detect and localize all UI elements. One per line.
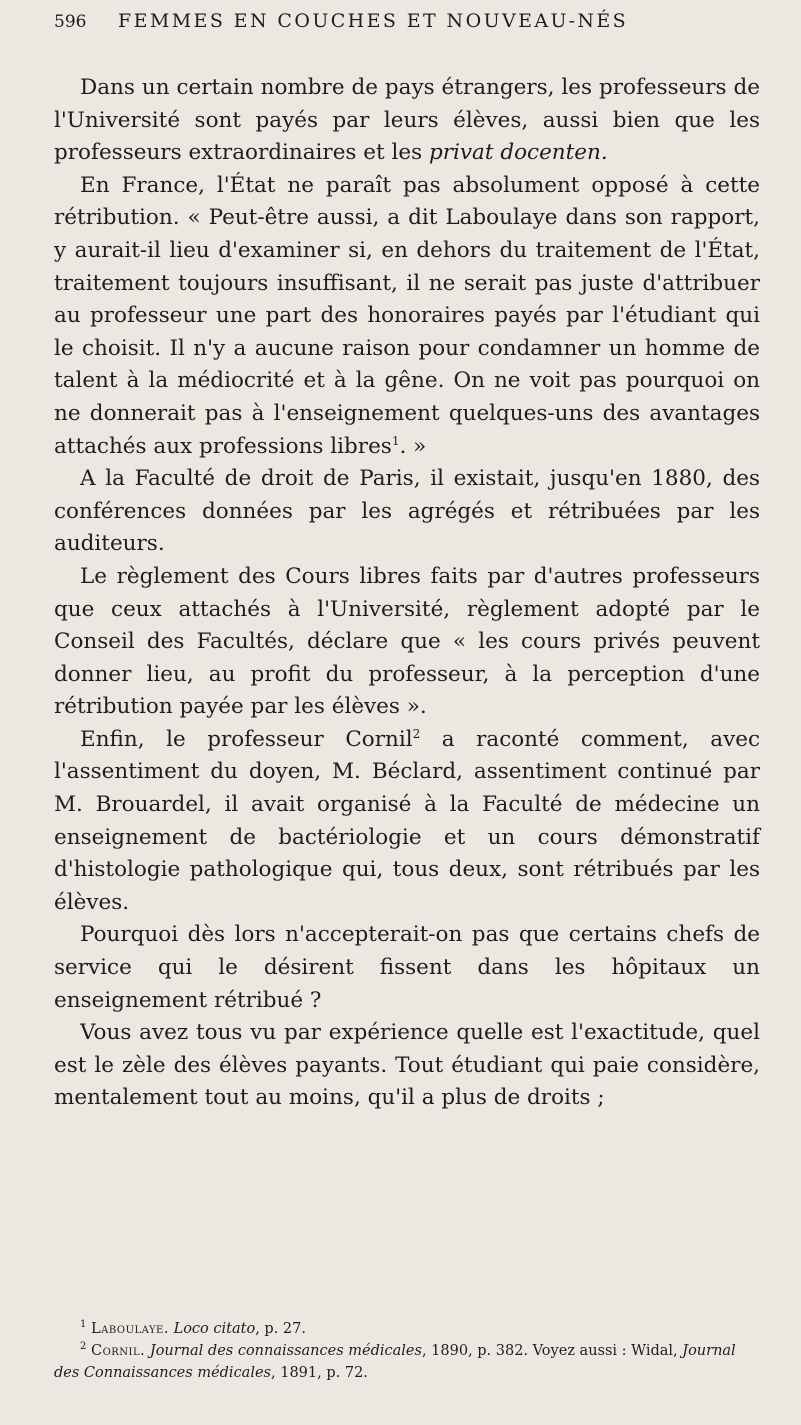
- paragraph-hospitals: [54, 919, 760, 1017]
- paragraph-france-state: [54, 170, 760, 463]
- italic-term: privat docenten.: [428, 140, 608, 166]
- paragraph-text: En France, l'État ne paraît pas absolument opposé à cette rétribution. « Peut-être aussi, a dit Laboulaye dans son rapport, y aurait-il lieu d'examiner si, en dehors du traitement de l'État, traitement toujours insuffisant, il ne serait pas juste d'attribuer au professeur une part des honoraires payés par l'étudiant qui le choisit. Il n'y a aucune raison pour condamner un homme de talent à la médiocrité et à la gêne. On ne voit pas pourquoi on ne donnerait pas à l'enseignement quelques-uns des avantages attachés aux professions libres: [54, 172, 760, 459]
- running-head: [54, 10, 761, 40]
- footnote-title: Journal des connaissances médicales: [149, 1343, 422, 1359]
- paragraph-text: Le règlement des Cours libres faits par d'autres professeurs que ceux attachés à l'Université, règlement adopté par le Conseil des Facultés, déclare que « les cours privés peuvent donner lieu, au profit du professeur, à la perception d'une rétribution payée par les élèves ».: [54, 563, 760, 720]
- running-title: FEMMES EN COUCHES ET NOUVEAU-NÉS: [118, 10, 629, 32]
- footnotes: [54, 1318, 760, 1384]
- footnote-text: , p. 27.: [255, 1321, 306, 1337]
- footnote-text: , 1891, p. 72.: [271, 1365, 368, 1381]
- body-text: [54, 72, 760, 1115]
- paragraph-text: Pourquoi dès lors n'accepterait-on pas que certains chefs de service qui le désirent fissent dans les hôpitaux un enseignement rétribué ?: [54, 922, 760, 1013]
- footnote-mark: 2: [80, 1341, 87, 1353]
- page-number: 596: [54, 12, 87, 32]
- paragraph-paying-students: [54, 1017, 760, 1115]
- footnote-author: Cornil.: [90, 1343, 146, 1359]
- footnote-title: Loco citato: [173, 1321, 256, 1337]
- footnote-mark: 1: [80, 1319, 87, 1331]
- footnote-ref: 2: [412, 726, 421, 741]
- footnote-text: , 1890, p. 382. Voyez aussi : Widal,: [421, 1343, 683, 1359]
- footnote-author: Laboulaye.: [90, 1321, 169, 1337]
- paragraph-free-courses: [54, 561, 760, 724]
- paragraph-text: Enfin, le professeur Cornil: [80, 726, 413, 752]
- paragraph-text: a raconté comment, avec l'assentiment du doyen, M. Béclard, assentiment continué par M. Brouardel, il avait organisé à la Faculté de médecine un enseignement de bactériologie et un cours démonstratif d'histologie pathologique qui, tous deux, sont rétribués par les élèves.: [54, 726, 760, 915]
- footnote-ref: 1: [391, 433, 400, 448]
- footnote-title: Journal des Connaissances médicales: [54, 1343, 736, 1381]
- paragraph-text: A la Faculté de droit de Paris, il existait, jusqu'en 1880, des conférences données par les agrégés et rétribuées par les auditeurs.: [54, 466, 760, 557]
- paragraph-law-faculty: [54, 463, 760, 561]
- paragraph-cornil: [54, 724, 760, 920]
- paragraph-foreign-universities: [54, 72, 760, 170]
- paragraph-text: . »: [399, 433, 427, 459]
- footnote-2: [54, 1340, 760, 1384]
- footnote-1: [54, 1318, 760, 1340]
- paragraph-text: Vous avez tous vu par expérience quelle est l'exactitude, quel est le zèle des élèves payants. Tout étudiant qui paie considère, mentalement tout au moins, qu'il a plus de droits ;: [54, 1020, 760, 1111]
- paragraph-text: Dans un certain nombre de pays étrangers, les professeurs de l'Université sont payés par leurs élèves, aussi bien que les professeurs extraordinaires et les: [54, 75, 760, 166]
